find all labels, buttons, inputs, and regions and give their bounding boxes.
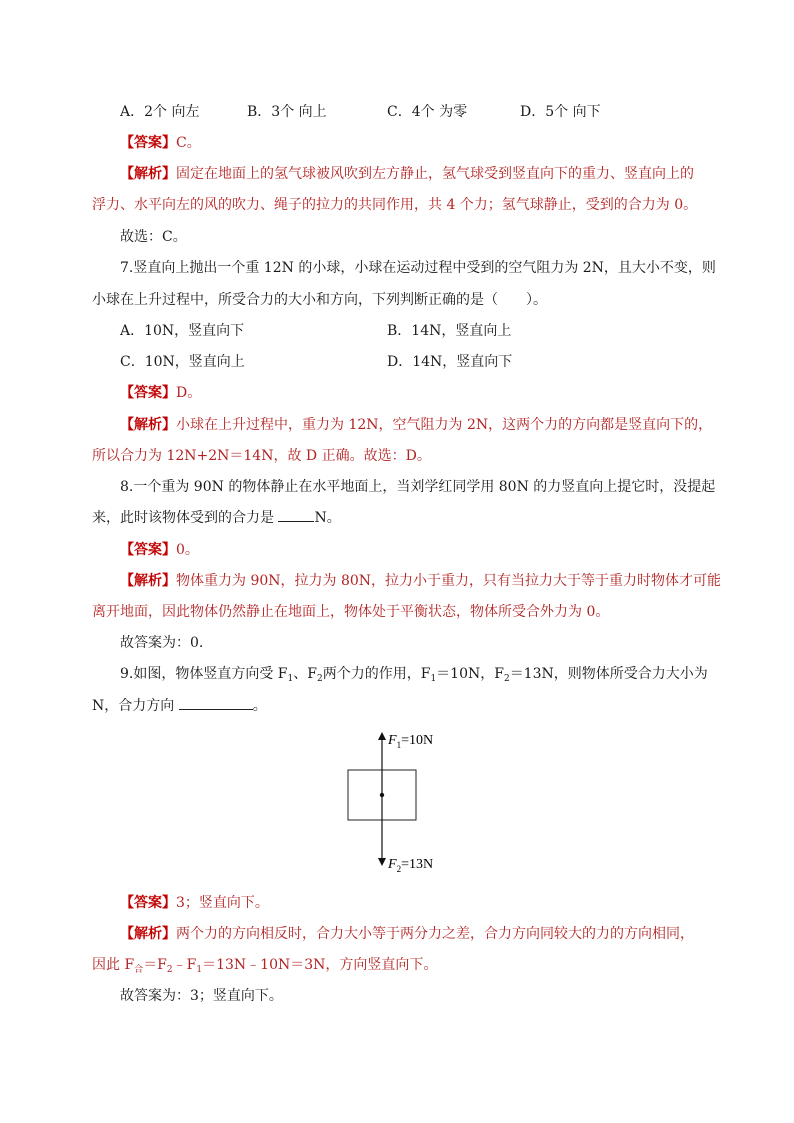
analysis-part: 因此 F xyxy=(92,957,135,973)
analysis-part: ﹣F xyxy=(172,957,197,973)
q8-stem-text: 来，此时该物体受到的合力是 xyxy=(92,510,279,526)
q7-option-c: C．10N，竖直向上 xyxy=(120,354,245,370)
q9-stem-line-1 xyxy=(120,664,708,689)
q9-stem-line-2 xyxy=(92,696,267,716)
analysis-tag: 【解析】 xyxy=(120,573,176,589)
q8-answer xyxy=(120,540,199,560)
analysis-tag: 【解析】 xyxy=(120,926,176,942)
q9-analysis-line-2 xyxy=(92,955,437,980)
analysis-part: ＝F xyxy=(143,957,167,973)
q7-analysis-line-2: 所以合力为 12N+2N＝14N，故 D 正确。故选：D。 xyxy=(92,448,431,464)
q7-answer xyxy=(120,383,201,403)
f1-label: $F_1=10N$ xyxy=(388,733,434,750)
q7-analysis-line-1 xyxy=(120,415,712,435)
subscript: 2 xyxy=(166,965,173,975)
q8-stem-unit: N。 xyxy=(314,510,341,526)
q9-conclusion: 故答案为：3；竖直向下。 xyxy=(120,988,283,1004)
q9-stem-part: 、F xyxy=(293,666,317,682)
q6-answer xyxy=(120,133,201,153)
subscript: 1 xyxy=(287,674,294,684)
answer-blank xyxy=(179,709,253,710)
q6-option-d: D．5个 向下 xyxy=(520,104,601,120)
answer-tag: 【答案】 xyxy=(120,135,176,151)
q8-conclusion: 故答案为：0. xyxy=(120,635,204,651)
answer-text: D。 xyxy=(176,385,202,401)
q8-analysis-line-2: 离开地面，因此物体仍然静止在地面上，物体处于平衡状态，物体所受合外力为 0。 xyxy=(92,604,610,620)
force-diagram xyxy=(330,728,470,878)
analysis-text: 固定在地面上的氢气球被风吹到左方静止，氢气球受到竖直向下的重力、竖直向上的 xyxy=(176,166,694,182)
f2-label: $F_2=13N$ xyxy=(388,857,434,874)
q9-stem-part: 。 xyxy=(252,698,267,714)
q6-analysis-line-1 xyxy=(120,164,694,184)
q9-stem-part: N，合力方向 xyxy=(92,698,179,714)
q6-option-a: A．2个 向左 xyxy=(120,104,200,120)
subscript: 2 xyxy=(503,674,510,684)
q8-stem-line-1: 8.一个重为 90N 的物体静止在水平地面上，当刘学红同学用 80N 的力竖直向上提它时，没提起 xyxy=(120,479,716,495)
subscript: 1 xyxy=(430,674,437,684)
subscript: 合 xyxy=(134,965,144,975)
q8-analysis-line-1 xyxy=(120,571,721,591)
q7-stem-line-2: 小球在上升过程中，所受合力的大小和方向，下列判断正确的是（ ）。 xyxy=(92,292,547,308)
analysis-text: 小球在上升过程中，重力为 12N，空气阻力为 2N，这两个力的方向都是竖直向下的， xyxy=(176,417,713,433)
q6-conclusion: 故选：C。 xyxy=(120,229,187,245)
q7-option-b: B．14N，竖直向上 xyxy=(387,323,512,339)
q7-option-a: A．10N，竖直向下 xyxy=(120,323,245,339)
q6-option-b: B．3个 向上 xyxy=(247,104,327,120)
q9-stem-part: 9.如图，物体竖直方向受 F xyxy=(120,666,288,682)
q9-stem-part: ＝13N，则物体所受合力大小为 xyxy=(509,666,708,682)
answer-text: C。 xyxy=(176,135,201,151)
analysis-text: 物体重力为 90N，拉力为 80N，拉力小于重力，只有当拉力大于等于重力时物体才可能 xyxy=(176,573,722,589)
q9-stem-part: 两个力的作用，F xyxy=(322,666,431,682)
center-point xyxy=(380,793,384,797)
answer-text: 0。 xyxy=(176,542,199,558)
q6-analysis-line-2: 浮力、水平向左的风的吹力、绳子的拉力的共同作用，共 4 个力；氢气球静止，受到的合力为 0。 xyxy=(92,197,698,213)
analysis-tag: 【解析】 xyxy=(120,417,176,433)
subscript: 2 xyxy=(316,674,323,684)
q6-option-c: C．4个 为零 xyxy=(387,104,468,120)
answer-tag: 【答案】 xyxy=(120,895,176,911)
q9-analysis-line-1 xyxy=(120,924,694,944)
analysis-tag: 【解析】 xyxy=(120,166,176,182)
q8-stem-line-2 xyxy=(92,508,341,528)
answer-blank xyxy=(278,521,314,522)
analysis-part: ＝13N﹣10N＝3N，方向竖直向下。 xyxy=(202,957,438,973)
q7-option-d: D．14N，竖直向下 xyxy=(387,354,513,370)
q9-answer xyxy=(120,893,269,913)
answer-tag: 【答案】 xyxy=(120,542,176,558)
answer-text: 3；竖直向下。 xyxy=(176,895,269,911)
subscript: 1 xyxy=(196,965,203,975)
analysis-text: 两个力的方向相反时，合力大小等于两分力之差，合力方向同较大的力的方向相同， xyxy=(176,926,694,942)
q7-stem-line-1: 7.竖直向上抛出一个重 12N 的小球，小球在运动过程中受到的空气阻力为 2N，且大小不变，则 xyxy=(120,260,716,276)
answer-tag: 【答案】 xyxy=(120,385,176,401)
q9-stem-part: ＝10N，F xyxy=(436,666,504,682)
